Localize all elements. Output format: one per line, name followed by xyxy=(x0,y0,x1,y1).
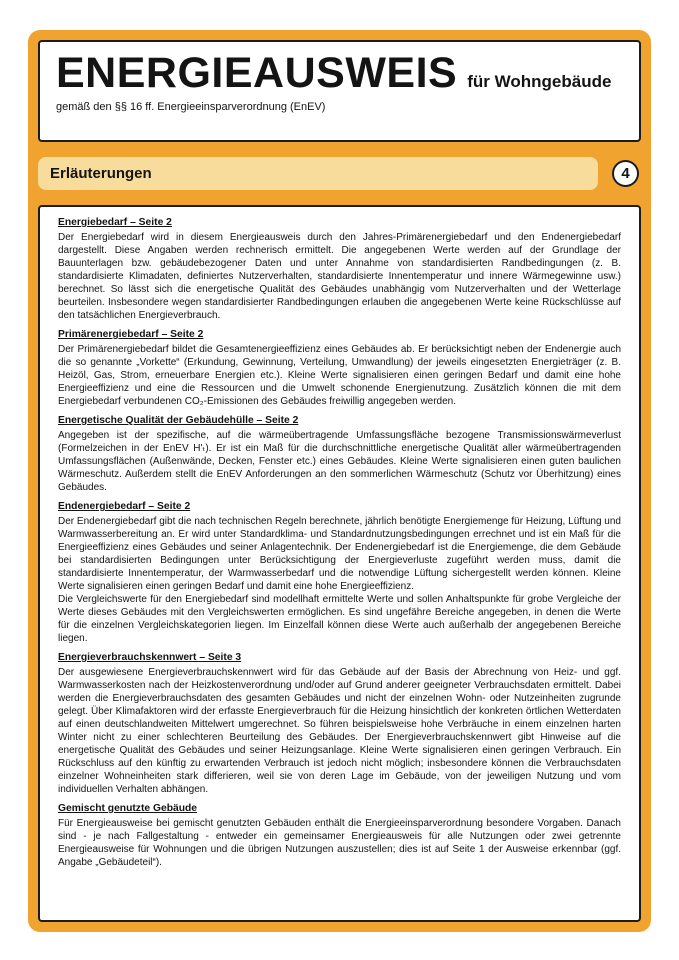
document-subtitle: gemäß den §§ 16 ff. Energieeinsparverordnung (EnEV) xyxy=(56,101,326,114)
document-header xyxy=(38,40,641,142)
banner-label: Erläuterungen xyxy=(50,165,152,182)
section-paragraph: Der Energiebedarf wird in diesem Energieausweis durch den Jahres-Primärenergiebedarf und den Endenergiebedarf dargestellt. Diese Angaben werden rechnerisch ermittelt. Die angegebenen Werte werden auf der Grundlage der Bauunterlagen bzw. gebäudebezogener Daten und unter Annahme von standardisierten Randbedingungen (z. B. standardisierte Klimadaten, definiertes Nutzerverhalten, standardisierte Innentemperatur und innere Wärmegewinne usw.) berechnet. So lässt sich die energetische Qualität des Gebäudes unabhängig vom Nutzerverhalten und der Wetterlage beurteilen. Insbesondere wegen standardisierter Randbedingungen erlauben die angegebenen Werte keine Rückschlüsse auf den tatsächlichen Energieverbrauch. xyxy=(58,232,621,321)
section-gemischt-genutzte-gebaeude xyxy=(58,803,621,869)
section-heading: Energetische Qualität der Gebäudehülle – Seite 2 xyxy=(58,415,299,426)
document-title-suffix: für Wohngebäude xyxy=(467,72,612,91)
section-heading: Energiebedarf – Seite 2 xyxy=(58,217,172,228)
section-heading: Energieverbrauchskennwert – Seite 3 xyxy=(58,652,242,663)
page-frame xyxy=(28,30,651,932)
page-number-badge xyxy=(612,160,639,187)
section-paragraph: Der ausgewiesene Energieverbrauchskennwert wird für das Gebäude auf der Basis der Abrechnung von Heiz- und ggf. Warmwasserkosten nach der Heizkostenverordnung und/oder auf Grund anderer geeigneter Verbrauchsdaten ermittelt. Dabei werden die Energieverbrauchsdaten des gesamten Gebäudes und nicht der einzelnen Wohn- oder Nutzeinheiten zugrunde gelegt. Über Klimafaktoren wird der erfasste Energieverbrauch für die Heizung hinsichtlich der konkreten örtlichen Wetterdaten auf einen deutschlandweiten Mittelwert umgerechnet. So führen beispielsweise hohe Verbräuche in einem einzelnen harten Winter nicht zu einer schlechteren Beurteilung des Gebäudes. Der Energieverbrauchskennwert gibt Hinweise auf die energetische Qualität des Gebäudes und seiner Heizungsanlage. Kleine Werte signalisieren einen geringen Verbrauch. Ein Rückschluss auf den künftig zu erwartenden Verbrauch ist jedoch nicht möglich; insbesondere können die Verbrauchsdaten einzelner Wohneinheiten stark differieren, weil sie von deren Lage im Gebäude, von der jeweiligen Nutzung und vom individuellen Verhalten abhängen. xyxy=(58,667,621,795)
section-banner xyxy=(38,157,598,190)
section-paragraph: Der Primärenergiebedarf bildet die Gesamtenergieeffizienz eines Gebäudes ab. Er berücksichtigt neben der Endenergie auch die so genannte „Vorkette“ (Erkundung, Gewinnung, Verteilung, Umwandlung) der jeweils eingesetzten Energieträger (z. B. Heizöl, Gas, Strom, erneuerbare Energien etc.). Kleine Werte signalisieren einen geringen Bedarf und damit eine hohe Energieeffizienz und eine die Ressourcen und die Umwelt schonende Energienutzung. Zusätzlich können die mit dem Energiebedarf verbundenen CO₂-Emissionen des Gebäudes freiwillig angegeben werden. xyxy=(58,344,621,407)
section-endenergiebedarf xyxy=(58,501,621,645)
title-row xyxy=(56,50,621,97)
section-paragraph: Angegeben ist der spezifische, auf die wärmeübertragende Umfassungsfläche bezogene Transmissionswärmeverlust (Formelzeichen in der EnEV H'ₜ). Er ist ein Maß für die durchschnittliche energetische Qualität aller wärmeübertragenden Umfassungsflächen (Außenwände, Decken, Fenster etc.) eines Gebäudes. Kleine Werte signalisieren einen guten baulichen Wärmeschutz. Außerdem stellt die EnEV Anforderungen an den sommerlichen Wärmeschutz (Schutz vor Überhitzung) eines Gebäudes. xyxy=(58,430,621,493)
section-heading: Primärenergiebedarf – Seite 2 xyxy=(58,329,204,340)
document-title: ENERGIEAUSWEIS xyxy=(56,49,458,97)
banner-row xyxy=(38,157,641,190)
content-box xyxy=(38,205,641,922)
section-energiebedarf xyxy=(58,217,621,322)
page-number: 4 xyxy=(621,165,630,182)
section-paragraph: Der Endenergiebedarf gibt die nach technischen Regeln berechnete, jährlich benötigte Energiemenge für Heizung, Lüftung und Warmwasserbereitung an. Er wird unter Standardklima- und Standardnutzungsbedingungen errechnet und ist ein Maß für die Energieeffizienz eines Gebäudes und seiner Anlagentechnik. Der Endenergiebedarf ist die Energiemenge, die dem Gebäude bei standardisierten Bedingungen unter Berücksichtigung der Energieverluste zugeführt werden muss, damit die standardisierte Innentemperatur, der Warmwasserbedarf und die notwendige Lüftung sichergestellt werden können. Kleine Werte signalisieren einen geringen Bedarf und damit eine hohe Energieeffizienz. xyxy=(58,516,621,592)
section-paragraph: Die Vergleichswerte für den Energiebedarf sind modellhaft ermittelte Werte und sollen Anhaltspunkte für grobe Vergleiche der Werte dieses Gebäudes mit den Vergleichswerten ermöglichen. Es sind ungefähre Bereiche angegeben, in denen die Werte für die einzelnen Vergleichskategorien liegen. Im Einzelfall können diese Werte auch außerhalb der angegebenen Bereiche liegen. xyxy=(58,594,621,644)
section-heading: Gemischt genutzte Gebäude xyxy=(58,803,198,814)
section-paragraph: Für Energieausweise bei gemischt genutzten Gebäuden enthält die Energieeinsparverordnung besondere Vorgaben. Danach sind - je nach Fallgestaltung - entweder ein gemeinsamer Energieausweis für alle Nutzungen oder zwei getrennte Energieausweise für Wohnungen und die übrigen Nutzungen auszustellen; dies ist auf Seite 1 der Ausweise erkennbar (ggf. Angabe „Gebäudeteil“). xyxy=(58,818,621,868)
section-energieverbrauchskennwert xyxy=(58,652,621,796)
section-primaerenergiebedarf xyxy=(58,329,621,408)
section-heading: Endenergiebedarf – Seite 2 xyxy=(58,501,191,512)
section-qualitaet-gebaeudehuelle xyxy=(58,415,621,494)
